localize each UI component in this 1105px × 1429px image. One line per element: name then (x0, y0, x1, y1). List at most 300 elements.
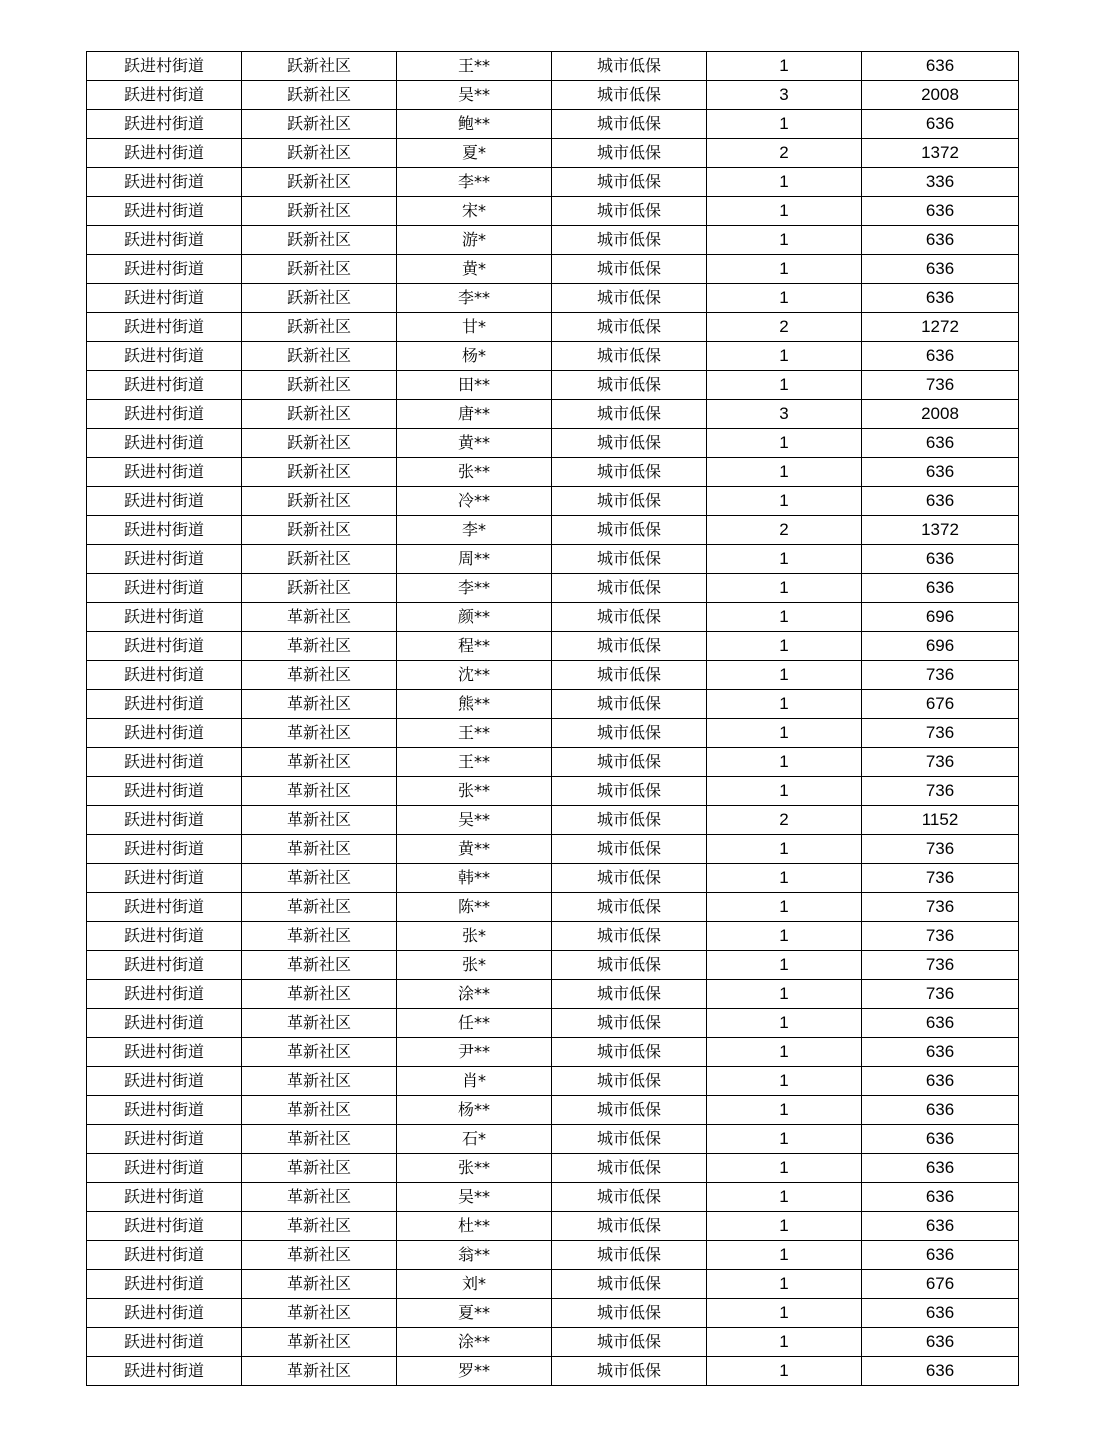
type-cell: 城市低保 (552, 980, 707, 1009)
household-count-cell: 3 (707, 400, 862, 429)
amount-cell: 736 (862, 835, 1019, 864)
community-cell: 跃新社区 (242, 52, 397, 81)
street-cell: 跃进村街道 (87, 226, 242, 255)
name-cell: 冷** (397, 487, 552, 516)
street-cell: 跃进村街道 (87, 1125, 242, 1154)
amount-cell: 696 (862, 603, 1019, 632)
amount-cell: 736 (862, 777, 1019, 806)
community-cell: 革新社区 (242, 835, 397, 864)
name-cell: 甘* (397, 313, 552, 342)
amount-cell: 636 (862, 284, 1019, 313)
household-count-cell: 1 (707, 980, 862, 1009)
amount-cell: 636 (862, 1183, 1019, 1212)
street-cell: 跃进村街道 (87, 719, 242, 748)
community-cell: 革新社区 (242, 777, 397, 806)
amount-cell: 636 (862, 1154, 1019, 1183)
community-cell: 革新社区 (242, 748, 397, 777)
type-cell: 城市低保 (552, 777, 707, 806)
street-cell: 跃进村街道 (87, 1212, 242, 1241)
household-count-cell: 1 (707, 632, 862, 661)
type-cell: 城市低保 (552, 1241, 707, 1270)
table-row (87, 110, 1019, 139)
community-cell: 革新社区 (242, 893, 397, 922)
table-row (87, 1357, 1019, 1386)
amount-cell: 636 (862, 574, 1019, 603)
street-cell: 跃进村街道 (87, 139, 242, 168)
household-count-cell: 1 (707, 226, 862, 255)
table-row (87, 1154, 1019, 1183)
household-count-cell: 2 (707, 313, 862, 342)
table-row (87, 806, 1019, 835)
street-cell: 跃进村街道 (87, 255, 242, 284)
name-cell: 韩** (397, 864, 552, 893)
table-row (87, 1299, 1019, 1328)
name-cell: 王** (397, 748, 552, 777)
community-cell: 革新社区 (242, 806, 397, 835)
name-cell: 熊** (397, 690, 552, 719)
community-cell: 革新社区 (242, 864, 397, 893)
table-row (87, 980, 1019, 1009)
household-count-cell: 1 (707, 371, 862, 400)
name-cell: 肖* (397, 1067, 552, 1096)
community-cell: 革新社区 (242, 1038, 397, 1067)
table-row (87, 1009, 1019, 1038)
name-cell: 张** (397, 777, 552, 806)
community-cell: 跃新社区 (242, 516, 397, 545)
table-row (87, 516, 1019, 545)
name-cell: 杜** (397, 1212, 552, 1241)
street-cell: 跃进村街道 (87, 400, 242, 429)
community-cell: 跃新社区 (242, 545, 397, 574)
table-row (87, 255, 1019, 284)
household-count-cell: 1 (707, 168, 862, 197)
amount-cell: 636 (862, 110, 1019, 139)
amount-cell: 636 (862, 1125, 1019, 1154)
table-row (87, 1270, 1019, 1299)
street-cell: 跃进村街道 (87, 1299, 242, 1328)
type-cell: 城市低保 (552, 458, 707, 487)
table-row (87, 1067, 1019, 1096)
street-cell: 跃进村街道 (87, 603, 242, 632)
community-cell: 跃新社区 (242, 139, 397, 168)
community-cell: 跃新社区 (242, 197, 397, 226)
street-cell: 跃进村街道 (87, 806, 242, 835)
household-count-cell: 1 (707, 1096, 862, 1125)
table-row (87, 1212, 1019, 1241)
household-count-cell: 1 (707, 603, 862, 632)
table-row (87, 719, 1019, 748)
table-row (87, 52, 1019, 81)
name-cell: 黄** (397, 835, 552, 864)
amount-cell: 736 (862, 748, 1019, 777)
table-row (87, 603, 1019, 632)
name-cell: 程** (397, 632, 552, 661)
type-cell: 城市低保 (552, 313, 707, 342)
household-count-cell: 1 (707, 110, 862, 139)
community-cell: 革新社区 (242, 1241, 397, 1270)
amount-cell: 696 (862, 632, 1019, 661)
table-row (87, 1328, 1019, 1357)
roster-table (86, 51, 1019, 1386)
amount-cell: 636 (862, 1357, 1019, 1386)
household-count-cell: 1 (707, 661, 862, 690)
table-row (87, 661, 1019, 690)
type-cell: 城市低保 (552, 719, 707, 748)
street-cell: 跃进村街道 (87, 81, 242, 110)
community-cell: 革新社区 (242, 1096, 397, 1125)
type-cell: 城市低保 (552, 951, 707, 980)
amount-cell: 1272 (862, 313, 1019, 342)
type-cell: 城市低保 (552, 429, 707, 458)
amount-cell: 1372 (862, 139, 1019, 168)
street-cell: 跃进村街道 (87, 487, 242, 516)
community-cell: 跃新社区 (242, 81, 397, 110)
name-cell: 刘* (397, 1270, 552, 1299)
type-cell: 城市低保 (552, 661, 707, 690)
street-cell: 跃进村街道 (87, 197, 242, 226)
household-count-cell: 1 (707, 748, 862, 777)
street-cell: 跃进村街道 (87, 429, 242, 458)
community-cell: 革新社区 (242, 980, 397, 1009)
community-cell: 跃新社区 (242, 342, 397, 371)
name-cell: 杨** (397, 1096, 552, 1125)
type-cell: 城市低保 (552, 806, 707, 835)
amount-cell: 636 (862, 1241, 1019, 1270)
name-cell: 任** (397, 1009, 552, 1038)
street-cell: 跃进村街道 (87, 342, 242, 371)
table-row (87, 922, 1019, 951)
household-count-cell: 1 (707, 1241, 862, 1270)
community-cell: 跃新社区 (242, 487, 397, 516)
type-cell: 城市低保 (552, 864, 707, 893)
household-count-cell: 1 (707, 197, 862, 226)
community-cell: 跃新社区 (242, 574, 397, 603)
name-cell: 宋* (397, 197, 552, 226)
table-row (87, 284, 1019, 313)
name-cell: 李** (397, 168, 552, 197)
community-cell: 革新社区 (242, 1125, 397, 1154)
household-count-cell: 1 (707, 255, 862, 284)
table-row (87, 226, 1019, 255)
amount-cell: 2008 (862, 400, 1019, 429)
amount-cell: 636 (862, 226, 1019, 255)
amount-cell: 636 (862, 458, 1019, 487)
community-cell: 跃新社区 (242, 313, 397, 342)
name-cell: 田** (397, 371, 552, 400)
community-cell: 革新社区 (242, 1183, 397, 1212)
community-cell: 革新社区 (242, 632, 397, 661)
community-cell: 革新社区 (242, 951, 397, 980)
type-cell: 城市低保 (552, 574, 707, 603)
amount-cell: 676 (862, 1270, 1019, 1299)
name-cell: 夏** (397, 1299, 552, 1328)
type-cell: 城市低保 (552, 1183, 707, 1212)
name-cell: 石* (397, 1125, 552, 1154)
street-cell: 跃进村街道 (87, 371, 242, 400)
household-count-cell: 1 (707, 1328, 862, 1357)
name-cell: 张** (397, 1154, 552, 1183)
amount-cell: 636 (862, 1038, 1019, 1067)
table-row (87, 313, 1019, 342)
amount-cell: 1152 (862, 806, 1019, 835)
table-row (87, 632, 1019, 661)
amount-cell: 636 (862, 429, 1019, 458)
street-cell: 跃进村街道 (87, 632, 242, 661)
amount-cell: 636 (862, 1096, 1019, 1125)
name-cell: 涂** (397, 980, 552, 1009)
household-count-cell: 1 (707, 1270, 862, 1299)
community-cell: 革新社区 (242, 1154, 397, 1183)
type-cell: 城市低保 (552, 110, 707, 139)
street-cell: 跃进村街道 (87, 690, 242, 719)
street-cell: 跃进村街道 (87, 313, 242, 342)
amount-cell: 636 (862, 1299, 1019, 1328)
table-row (87, 777, 1019, 806)
household-count-cell: 1 (707, 1154, 862, 1183)
type-cell: 城市低保 (552, 197, 707, 226)
amount-cell: 736 (862, 661, 1019, 690)
household-count-cell: 1 (707, 951, 862, 980)
street-cell: 跃进村街道 (87, 1241, 242, 1270)
community-cell: 革新社区 (242, 1299, 397, 1328)
community-cell: 革新社区 (242, 1067, 397, 1096)
household-count-cell: 1 (707, 1009, 862, 1038)
street-cell: 跃进村街道 (87, 1009, 242, 1038)
table-row (87, 342, 1019, 371)
type-cell: 城市低保 (552, 168, 707, 197)
household-count-cell: 1 (707, 342, 862, 371)
name-cell: 沈** (397, 661, 552, 690)
type-cell: 城市低保 (552, 835, 707, 864)
community-cell: 革新社区 (242, 922, 397, 951)
type-cell: 城市低保 (552, 52, 707, 81)
name-cell: 张* (397, 951, 552, 980)
amount-cell: 736 (862, 951, 1019, 980)
community-cell: 跃新社区 (242, 110, 397, 139)
table-row (87, 1183, 1019, 1212)
household-count-cell: 1 (707, 1212, 862, 1241)
name-cell: 吴** (397, 1183, 552, 1212)
household-count-cell: 1 (707, 922, 862, 951)
household-count-cell: 1 (707, 429, 862, 458)
table-row (87, 139, 1019, 168)
table-row (87, 487, 1019, 516)
amount-cell: 636 (862, 197, 1019, 226)
household-count-cell: 1 (707, 1067, 862, 1096)
name-cell: 黄* (397, 255, 552, 284)
name-cell: 李** (397, 574, 552, 603)
community-cell: 跃新社区 (242, 168, 397, 197)
street-cell: 跃进村街道 (87, 168, 242, 197)
community-cell: 跃新社区 (242, 284, 397, 313)
amount-cell: 636 (862, 1067, 1019, 1096)
community-cell: 革新社区 (242, 1270, 397, 1299)
household-count-cell: 1 (707, 52, 862, 81)
table-row (87, 371, 1019, 400)
type-cell: 城市低保 (552, 342, 707, 371)
amount-cell: 636 (862, 545, 1019, 574)
household-count-cell: 1 (707, 487, 862, 516)
household-count-cell: 1 (707, 1125, 862, 1154)
street-cell: 跃进村街道 (87, 1328, 242, 1357)
type-cell: 城市低保 (552, 1212, 707, 1241)
type-cell: 城市低保 (552, 748, 707, 777)
name-cell: 尹** (397, 1038, 552, 1067)
name-cell: 李* (397, 516, 552, 545)
amount-cell: 736 (862, 922, 1019, 951)
table-row (87, 690, 1019, 719)
roster-table-body (87, 52, 1019, 1386)
street-cell: 跃进村街道 (87, 545, 242, 574)
household-count-cell: 1 (707, 1183, 862, 1212)
street-cell: 跃进村街道 (87, 777, 242, 806)
type-cell: 城市低保 (552, 1067, 707, 1096)
amount-cell: 636 (862, 1009, 1019, 1038)
household-count-cell: 1 (707, 719, 862, 748)
name-cell: 翁** (397, 1241, 552, 1270)
street-cell: 跃进村街道 (87, 1270, 242, 1299)
type-cell: 城市低保 (552, 139, 707, 168)
amount-cell: 636 (862, 1212, 1019, 1241)
amount-cell: 676 (862, 690, 1019, 719)
type-cell: 城市低保 (552, 284, 707, 313)
household-count-cell: 1 (707, 777, 862, 806)
community-cell: 革新社区 (242, 690, 397, 719)
table-row (87, 400, 1019, 429)
community-cell: 革新社区 (242, 1328, 397, 1357)
name-cell: 罗** (397, 1357, 552, 1386)
street-cell: 跃进村街道 (87, 284, 242, 313)
amount-cell: 736 (862, 719, 1019, 748)
street-cell: 跃进村街道 (87, 661, 242, 690)
community-cell: 革新社区 (242, 603, 397, 632)
amount-cell: 736 (862, 864, 1019, 893)
community-cell: 跃新社区 (242, 255, 397, 284)
type-cell: 城市低保 (552, 487, 707, 516)
amount-cell: 636 (862, 342, 1019, 371)
name-cell: 唐** (397, 400, 552, 429)
household-count-cell: 1 (707, 835, 862, 864)
name-cell: 颜** (397, 603, 552, 632)
table-row (87, 429, 1019, 458)
street-cell: 跃进村街道 (87, 951, 242, 980)
table-row (87, 864, 1019, 893)
street-cell: 跃进村街道 (87, 922, 242, 951)
amount-cell: 736 (862, 893, 1019, 922)
type-cell: 城市低保 (552, 632, 707, 661)
amount-cell: 636 (862, 487, 1019, 516)
table-row (87, 835, 1019, 864)
table-row (87, 197, 1019, 226)
amount-cell: 2008 (862, 81, 1019, 110)
type-cell: 城市低保 (552, 255, 707, 284)
street-cell: 跃进村街道 (87, 748, 242, 777)
household-count-cell: 1 (707, 864, 862, 893)
community-cell: 革新社区 (242, 1212, 397, 1241)
type-cell: 城市低保 (552, 226, 707, 255)
name-cell: 吴** (397, 81, 552, 110)
type-cell: 城市低保 (552, 1125, 707, 1154)
type-cell: 城市低保 (552, 690, 707, 719)
table-row (87, 748, 1019, 777)
name-cell: 杨* (397, 342, 552, 371)
type-cell: 城市低保 (552, 1038, 707, 1067)
community-cell: 革新社区 (242, 1357, 397, 1386)
street-cell: 跃进村街道 (87, 1154, 242, 1183)
street-cell: 跃进村街道 (87, 574, 242, 603)
household-count-cell: 1 (707, 1299, 862, 1328)
household-count-cell: 1 (707, 545, 862, 574)
amount-cell: 636 (862, 1328, 1019, 1357)
community-cell: 革新社区 (242, 661, 397, 690)
type-cell: 城市低保 (552, 371, 707, 400)
household-count-cell: 1 (707, 1357, 862, 1386)
household-count-cell: 3 (707, 81, 862, 110)
table-row (87, 1241, 1019, 1270)
type-cell: 城市低保 (552, 922, 707, 951)
table-row (87, 951, 1019, 980)
table-row (87, 545, 1019, 574)
street-cell: 跃进村街道 (87, 1096, 242, 1125)
amount-cell: 636 (862, 52, 1019, 81)
street-cell: 跃进村街道 (87, 1183, 242, 1212)
amount-cell: 736 (862, 371, 1019, 400)
household-count-cell: 2 (707, 139, 862, 168)
community-cell: 跃新社区 (242, 371, 397, 400)
name-cell: 王** (397, 719, 552, 748)
street-cell: 跃进村街道 (87, 835, 242, 864)
type-cell: 城市低保 (552, 1154, 707, 1183)
type-cell: 城市低保 (552, 400, 707, 429)
street-cell: 跃进村街道 (87, 980, 242, 1009)
street-cell: 跃进村街道 (87, 1357, 242, 1386)
household-count-cell: 1 (707, 574, 862, 603)
household-count-cell: 1 (707, 284, 862, 313)
table-row (87, 1125, 1019, 1154)
name-cell: 李** (397, 284, 552, 313)
table-row (87, 168, 1019, 197)
household-count-cell: 1 (707, 1038, 862, 1067)
street-cell: 跃进村街道 (87, 1038, 242, 1067)
street-cell: 跃进村街道 (87, 1067, 242, 1096)
street-cell: 跃进村街道 (87, 52, 242, 81)
name-cell: 夏* (397, 139, 552, 168)
type-cell: 城市低保 (552, 1357, 707, 1386)
name-cell: 黄** (397, 429, 552, 458)
type-cell: 城市低保 (552, 516, 707, 545)
table-row (87, 1038, 1019, 1067)
community-cell: 跃新社区 (242, 226, 397, 255)
name-cell: 陈** (397, 893, 552, 922)
community-cell: 革新社区 (242, 1009, 397, 1038)
amount-cell: 736 (862, 980, 1019, 1009)
table-row (87, 893, 1019, 922)
type-cell: 城市低保 (552, 545, 707, 574)
name-cell: 张* (397, 922, 552, 951)
type-cell: 城市低保 (552, 603, 707, 632)
table-row (87, 1096, 1019, 1125)
household-count-cell: 2 (707, 516, 862, 545)
type-cell: 城市低保 (552, 1270, 707, 1299)
type-cell: 城市低保 (552, 893, 707, 922)
amount-cell: 1372 (862, 516, 1019, 545)
type-cell: 城市低保 (552, 81, 707, 110)
name-cell: 游* (397, 226, 552, 255)
amount-cell: 636 (862, 255, 1019, 284)
type-cell: 城市低保 (552, 1299, 707, 1328)
street-cell: 跃进村街道 (87, 893, 242, 922)
name-cell: 涂** (397, 1328, 552, 1357)
